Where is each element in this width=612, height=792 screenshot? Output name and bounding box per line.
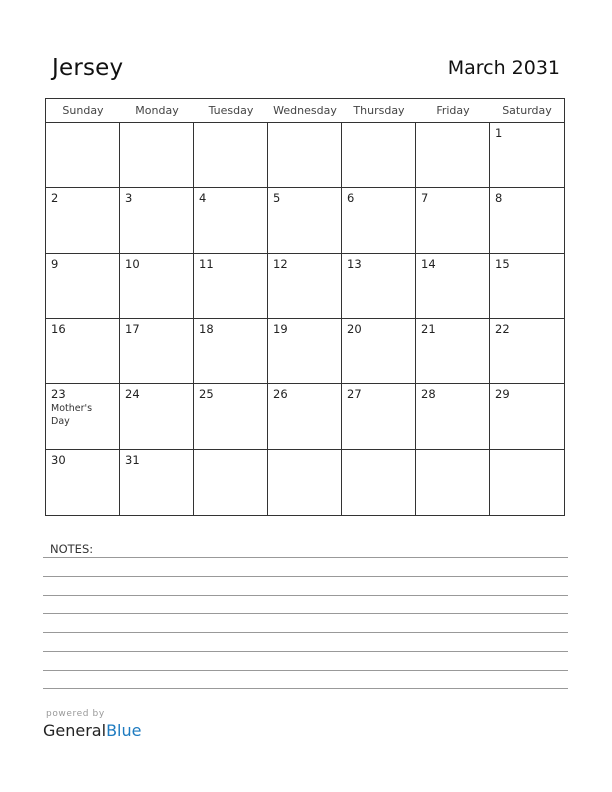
day-cell [342, 319, 416, 384]
day-cell [342, 123, 416, 188]
day-cell [46, 188, 120, 253]
note-line [43, 688, 568, 689]
day-number: 30 [51, 452, 66, 467]
day-cell [120, 319, 194, 384]
weekday-header: Thursday [342, 99, 416, 123]
day-cell [194, 384, 268, 449]
weekday-header: Sunday [46, 99, 120, 123]
day-number: 17 [125, 322, 140, 336]
day-cell [194, 188, 268, 253]
weekday-header: Friday [416, 99, 490, 123]
note-line [43, 613, 568, 614]
day-cell [490, 319, 564, 384]
weekday-header: Tuesday [194, 99, 268, 123]
day-number: 29 [495, 387, 510, 402]
weekday-header: Saturday [490, 99, 564, 123]
day-cell [194, 254, 268, 319]
day-number: 11 [199, 256, 214, 271]
day-cell [268, 384, 342, 449]
day-number: 10 [125, 256, 140, 271]
day-number: 6 [347, 191, 355, 206]
day-cell [490, 384, 564, 449]
note-line [43, 557, 568, 558]
day-cell [416, 123, 490, 188]
brand-name-blue: Blue [106, 721, 142, 740]
calendar-grid [45, 98, 565, 516]
day-number: 27 [347, 387, 362, 402]
day-cell [194, 450, 268, 515]
day-cell [46, 123, 120, 188]
day-cell [342, 384, 416, 449]
month-title: March 2031 [447, 57, 560, 79]
day-number: 20 [347, 322, 362, 336]
day-cell [46, 384, 120, 449]
day-cell [268, 254, 342, 319]
brand-name-general: General [43, 721, 107, 740]
day-number: 28 [421, 387, 436, 402]
day-number: 16 [51, 322, 66, 336]
day-number: 2 [51, 191, 59, 206]
day-number: 24 [125, 387, 140, 402]
day-cell [194, 123, 268, 188]
day-cell [120, 188, 194, 253]
day-cell [342, 450, 416, 515]
day-number: 18 [199, 322, 214, 336]
day-cell [46, 319, 120, 384]
day-cell [194, 319, 268, 384]
day-cell [46, 254, 120, 319]
day-cell [416, 319, 490, 384]
holiday-label: Mother's Day [51, 403, 93, 428]
powered-by-text: powered by [46, 709, 105, 719]
day-number: 23 [51, 387, 66, 402]
note-line [43, 576, 568, 577]
day-cell [342, 254, 416, 319]
day-number: 9 [51, 256, 59, 271]
note-line [43, 670, 568, 671]
day-cell [268, 123, 342, 188]
day-number: 7 [421, 191, 429, 206]
note-line [43, 651, 568, 652]
day-number: 3 [125, 191, 133, 206]
day-cell [416, 450, 490, 515]
day-cell [490, 123, 564, 188]
day-number: 5 [273, 191, 281, 206]
day-cell [268, 188, 342, 253]
day-cell [46, 450, 120, 515]
day-number: 12 [273, 256, 288, 271]
day-number: 4 [199, 191, 207, 206]
day-number: 19 [273, 322, 288, 336]
day-cell [490, 254, 564, 319]
day-number: 26 [273, 387, 288, 402]
day-cell [416, 384, 490, 449]
day-cell [342, 188, 416, 253]
note-line [43, 632, 568, 633]
note-line [43, 595, 568, 596]
day-cell [416, 188, 490, 253]
day-cell [490, 188, 564, 253]
day-number: 21 [421, 322, 436, 336]
weekday-header: Monday [120, 99, 194, 123]
day-cell [120, 450, 194, 515]
notes-label: NOTES: [50, 542, 94, 556]
day-number: 13 [347, 256, 362, 271]
day-cell [120, 384, 194, 449]
day-cell [120, 254, 194, 319]
day-number: 22 [495, 322, 510, 336]
day-number: 31 [125, 452, 140, 467]
weekday-header: Wednesday [268, 99, 342, 123]
day-cell [268, 450, 342, 515]
day-cell [490, 450, 564, 515]
day-number: 8 [495, 191, 503, 206]
brand-logo [43, 721, 141, 740]
day-number: 15 [495, 256, 510, 271]
day-number: 25 [199, 387, 214, 402]
region-title: Jersey [52, 55, 124, 81]
day-cell [268, 319, 342, 384]
day-number: 14 [421, 256, 436, 271]
day-number: 1 [495, 126, 503, 140]
day-cell [120, 123, 194, 188]
day-cell [416, 254, 490, 319]
